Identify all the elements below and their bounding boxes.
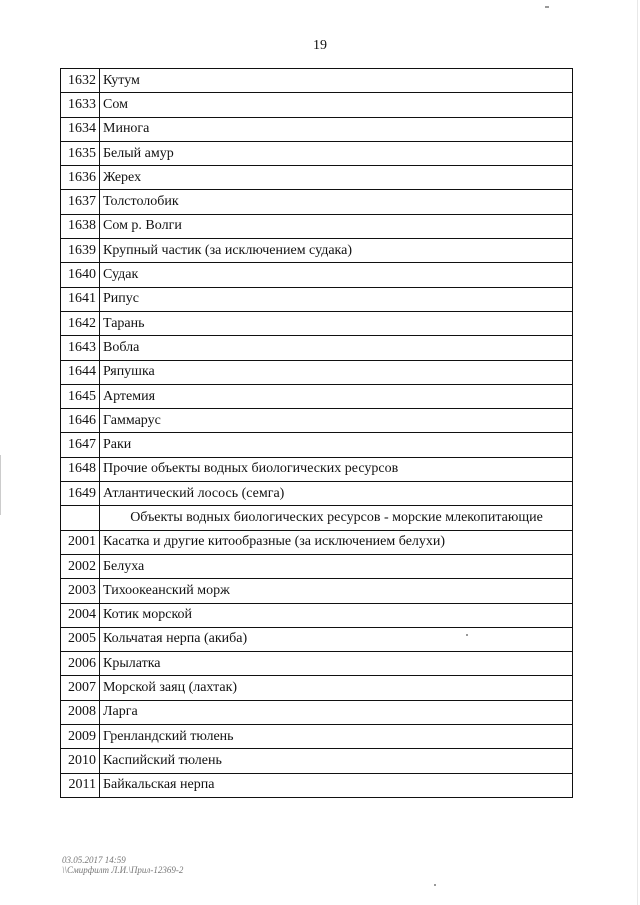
species-code-cell: 1649 bbox=[61, 482, 100, 506]
table-row bbox=[61, 141, 573, 165]
species-code-cell: 2005 bbox=[61, 627, 100, 651]
species-code-cell bbox=[61, 506, 100, 530]
species-name-cell: Жерех bbox=[100, 166, 573, 190]
species-code-cell: 2011 bbox=[61, 773, 100, 797]
species-code-cell: 2003 bbox=[61, 579, 100, 603]
species-code-cell: 1644 bbox=[61, 360, 100, 384]
species-code-cell: 1648 bbox=[61, 457, 100, 481]
species-code-cell: 2001 bbox=[61, 530, 100, 554]
species-code-cell: 1633 bbox=[61, 93, 100, 117]
species-name-cell: Кутум bbox=[100, 69, 573, 93]
species-name-cell: Каспийский тюлень bbox=[100, 749, 573, 773]
table-row bbox=[61, 579, 573, 603]
table-row bbox=[61, 652, 573, 676]
table-row bbox=[61, 554, 573, 578]
species-code-cell: 1645 bbox=[61, 384, 100, 408]
species-name-cell: Вобла bbox=[100, 336, 573, 360]
table-body bbox=[61, 69, 573, 798]
species-name-cell: Сом bbox=[100, 93, 573, 117]
scan-edge-right bbox=[637, 0, 638, 905]
species-name-cell: Крылатка bbox=[100, 652, 573, 676]
species-code-cell: 2002 bbox=[61, 554, 100, 578]
table-row bbox=[61, 433, 573, 457]
species-name-cell: Кольчатая нерпа (акиба) bbox=[100, 627, 573, 651]
species-code-cell: 2008 bbox=[61, 700, 100, 724]
species-code-cell: 1647 bbox=[61, 433, 100, 457]
species-name-cell: Тарань bbox=[100, 311, 573, 335]
table-row bbox=[61, 384, 573, 408]
scan-edge-left bbox=[0, 455, 1, 515]
table-row bbox=[61, 263, 573, 287]
page-number: 19 bbox=[313, 38, 327, 53]
species-code-table bbox=[60, 68, 573, 798]
species-name-cell: Раки bbox=[100, 433, 573, 457]
species-name-cell: Тихоокеанский морж bbox=[100, 579, 573, 603]
table-row bbox=[61, 603, 573, 627]
table-row bbox=[61, 336, 573, 360]
species-name-cell: Морской заяц (лахтак) bbox=[100, 676, 573, 700]
species-name-cell: Гренландский тюлень bbox=[100, 725, 573, 749]
species-name-cell: Атлантический лосось (семга) bbox=[100, 482, 573, 506]
species-code-cell: 1635 bbox=[61, 141, 100, 165]
species-name-cell: Ряпушка bbox=[100, 360, 573, 384]
table-row bbox=[61, 676, 573, 700]
table-row bbox=[61, 725, 573, 749]
table-row bbox=[61, 311, 573, 335]
species-code-cell: 1641 bbox=[61, 287, 100, 311]
table-row bbox=[61, 360, 573, 384]
table-row bbox=[61, 214, 573, 238]
scan-speck-bottom bbox=[434, 884, 436, 886]
species-name-cell: Прочие объекты водных биологических ресурсов bbox=[100, 457, 573, 481]
table-row bbox=[61, 166, 573, 190]
species-code-cell: 2004 bbox=[61, 603, 100, 627]
species-name-cell: Касатка и другие китообразные (за исключением белухи) bbox=[100, 530, 573, 554]
species-name-cell: Котик морской bbox=[100, 603, 573, 627]
footer-file-path: \\Смирфилт Л.И.\Прил-12369-2 bbox=[62, 865, 184, 875]
table-row bbox=[61, 287, 573, 311]
species-code-cell: 1646 bbox=[61, 409, 100, 433]
species-code-cell: 2009 bbox=[61, 725, 100, 749]
species-name-cell: Гаммарус bbox=[100, 409, 573, 433]
species-name-cell: Сом р. Волги bbox=[100, 214, 573, 238]
footer-timestamp: 03.05.2017 14:59 bbox=[62, 855, 126, 865]
table-row bbox=[61, 457, 573, 481]
species-name-cell: Белуха bbox=[100, 554, 573, 578]
species-code-cell: 1640 bbox=[61, 263, 100, 287]
table-row bbox=[61, 190, 573, 214]
table-row bbox=[61, 530, 573, 554]
species-code-cell: 1642 bbox=[61, 311, 100, 335]
table-row bbox=[61, 409, 573, 433]
species-name-cell: Судак bbox=[100, 263, 573, 287]
document-footer bbox=[62, 855, 183, 875]
table-row bbox=[61, 627, 573, 651]
species-name-cell: Байкальская нерпа bbox=[100, 773, 573, 797]
species-name-cell: Рипус bbox=[100, 287, 573, 311]
scan-speck-middle bbox=[466, 634, 468, 636]
species-name-cell: Крупный частик (за исключением судака) bbox=[100, 239, 573, 263]
species-code-cell: 1636 bbox=[61, 166, 100, 190]
species-code-cell: 1632 bbox=[61, 69, 100, 93]
section-header-row bbox=[61, 506, 573, 530]
species-code-cell: 2006 bbox=[61, 652, 100, 676]
table-row bbox=[61, 239, 573, 263]
species-code-cell: 1643 bbox=[61, 336, 100, 360]
table-row bbox=[61, 773, 573, 797]
scan-speck-top-right bbox=[545, 6, 549, 8]
table-row bbox=[61, 749, 573, 773]
species-code-cell: 2007 bbox=[61, 676, 100, 700]
table-row bbox=[61, 117, 573, 141]
section-title-cell: Объекты водных биологических ресурсов - морские млекопитающие bbox=[100, 506, 573, 530]
species-name-cell: Толстолобик bbox=[100, 190, 573, 214]
species-code-cell: 1634 bbox=[61, 117, 100, 141]
species-name-cell: Минога bbox=[100, 117, 573, 141]
table-row bbox=[61, 700, 573, 724]
species-name-cell: Белый амур bbox=[100, 141, 573, 165]
species-code-cell: 1639 bbox=[61, 239, 100, 263]
table-row bbox=[61, 482, 573, 506]
table-row bbox=[61, 93, 573, 117]
species-name-cell: Ларга bbox=[100, 700, 573, 724]
species-code-cell: 1638 bbox=[61, 214, 100, 238]
species-code-cell: 2010 bbox=[61, 749, 100, 773]
species-name-cell: Артемия bbox=[100, 384, 573, 408]
species-code-cell: 1637 bbox=[61, 190, 100, 214]
table-row bbox=[61, 69, 573, 93]
